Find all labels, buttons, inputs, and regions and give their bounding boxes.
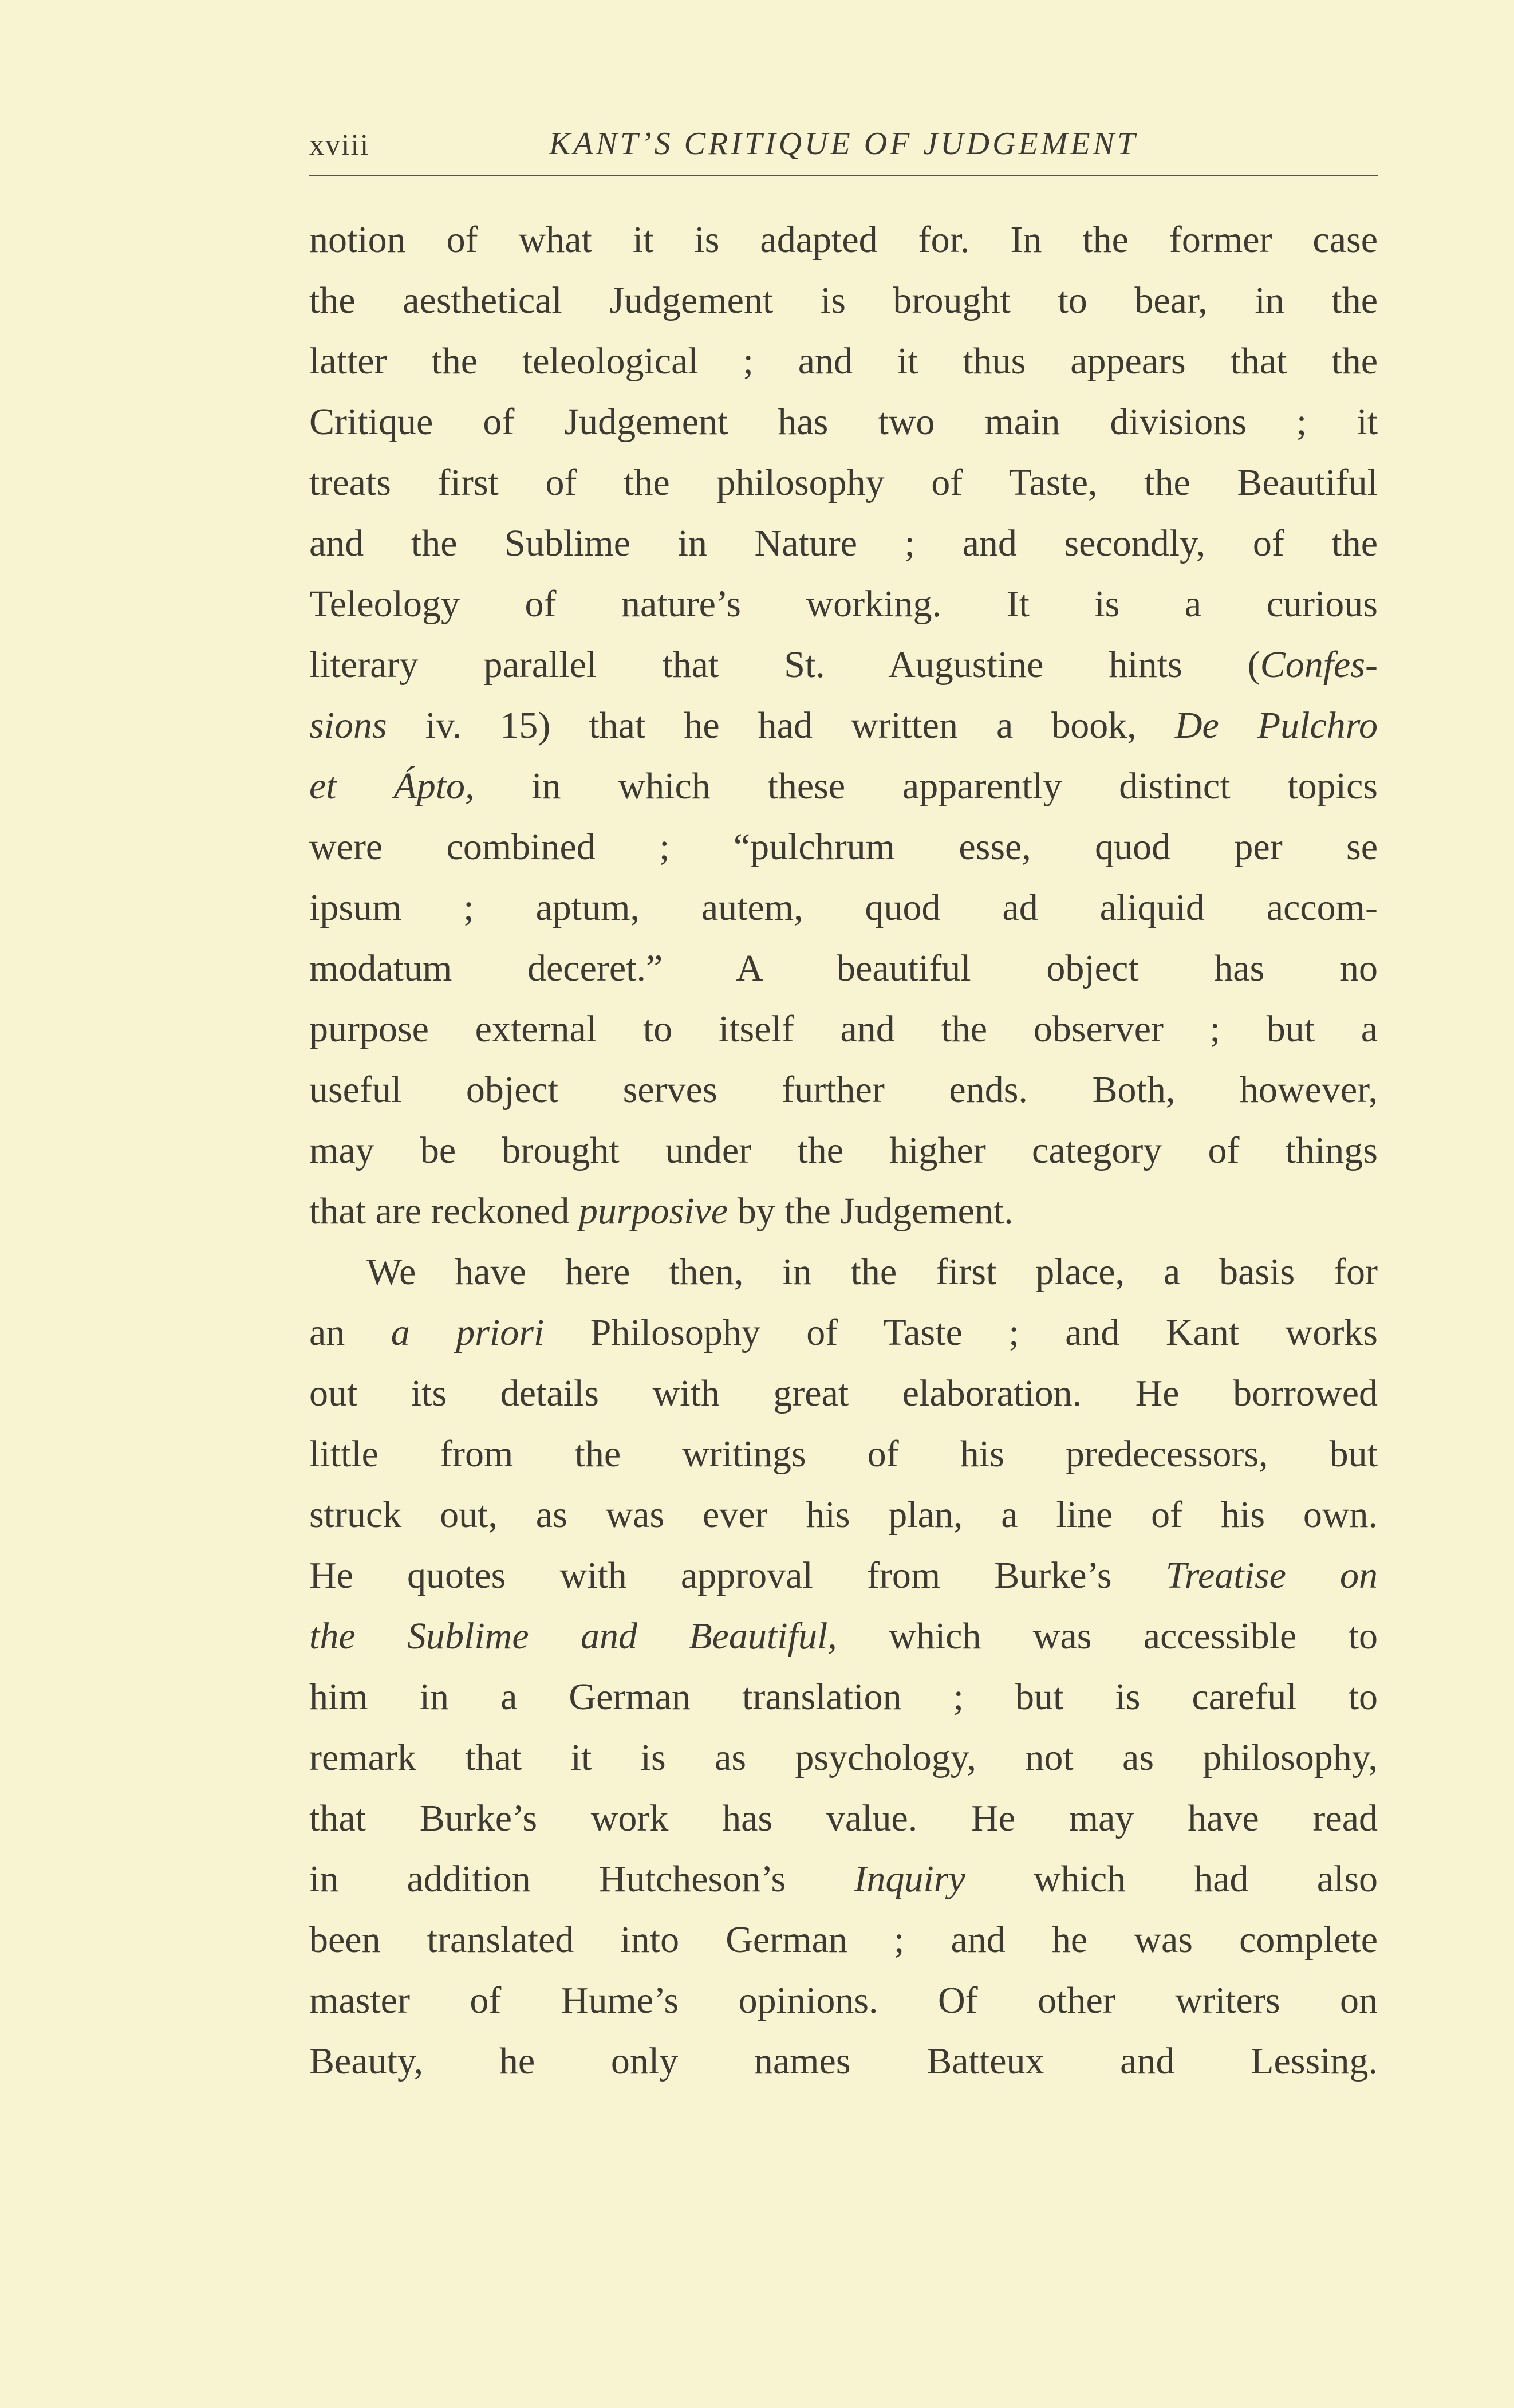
text-segment: Teleology of nature’s working. It is a curious xyxy=(309,583,1378,625)
text-segment: which was accessible to xyxy=(837,1615,1378,1657)
italic-text-segment: a priori xyxy=(391,1312,545,1353)
text-segment: by the Judgement. xyxy=(728,1190,1014,1232)
text-line xyxy=(309,1970,1378,2031)
text-segment: notion of what it is adapted for. In the former case xyxy=(309,219,1378,261)
italic-text-segment: purposive xyxy=(578,1190,728,1232)
text-segment: in which these apparently distinct topics xyxy=(474,765,1378,807)
text-line xyxy=(309,1485,1378,1545)
text-segment: been translated into German ; and he was complete xyxy=(309,1919,1378,1961)
text-segment: Beauty, he only names Batteux and Lessing. xyxy=(309,2040,1378,2082)
text-segment: little from the writings of his predecessors, but xyxy=(309,1433,1378,1475)
text-segment: in addition Hutcheson’s xyxy=(309,1858,854,1900)
text-segment: struck out, as was ever his plan, a line of his own. xyxy=(309,1494,1378,1536)
text-line xyxy=(309,756,1378,817)
text-line xyxy=(309,270,1378,331)
text-line xyxy=(309,635,1378,695)
text-line xyxy=(309,878,1378,938)
text-segment: master of Hume’s opinions. Of other writers on xyxy=(309,1980,1378,2021)
page-header xyxy=(309,117,1378,162)
text-segment: remark that it is as psychology, not as philosophy, xyxy=(309,1737,1378,1779)
text-line xyxy=(309,574,1378,635)
text-line xyxy=(309,1424,1378,1485)
text-line xyxy=(309,513,1378,574)
text-segment: the aesthetical Judgement is brought to bear, in the xyxy=(309,280,1378,321)
text-line xyxy=(309,392,1378,453)
text-segment: ipsum ; aptum, autem, quod ad aliquid accom- xyxy=(309,887,1378,928)
text-segment: were combined ; “pulchrum esse, quod per se xyxy=(309,826,1378,868)
header-rule xyxy=(309,175,1378,176)
text-segment: which had also xyxy=(965,1858,1378,1900)
text-segment: treats first of the philosophy of Taste, the Beautiful xyxy=(309,462,1378,503)
italic-text-segment: et Ápto, xyxy=(309,765,475,807)
text-segment: useful object serves further ends. Both, however, xyxy=(309,1069,1378,1111)
text-line xyxy=(309,1910,1378,1970)
text-segment: modatum deceret.” A beautiful object has no xyxy=(309,947,1378,989)
text-segment: iv. 15) that he had written a book, xyxy=(387,705,1175,746)
text-segment: may be brought under the higher category of things xyxy=(309,1130,1378,1171)
text-line xyxy=(309,331,1378,392)
text-line xyxy=(309,1242,1378,1303)
text-line xyxy=(309,817,1378,878)
italic-text-segment: Confes- xyxy=(1260,644,1378,686)
text-segment: him in a German translation ; but is careful to xyxy=(309,1676,1378,1718)
text-line xyxy=(309,1849,1378,1910)
text-segment: He quotes with approval from Burke’s xyxy=(309,1555,1166,1596)
text-segment: purpose external to itself and the observer ; but a xyxy=(309,1008,1378,1050)
text-line xyxy=(309,1606,1378,1667)
text-line xyxy=(309,2031,1378,2092)
text-line xyxy=(309,695,1378,756)
text-segment: that are reckoned xyxy=(309,1190,579,1232)
text-line xyxy=(309,453,1378,513)
text-line xyxy=(309,1667,1378,1728)
running-title: KANT’S CRITIQUE OF JUDGEMENT xyxy=(549,126,1138,162)
text-segment: that Burke’s work has value. He may have read xyxy=(309,1797,1378,1839)
italic-text-segment: Treatise on xyxy=(1165,1555,1378,1596)
text-line xyxy=(309,1788,1378,1849)
page-number: xviii xyxy=(309,129,370,162)
text-line xyxy=(309,1303,1378,1363)
text-segment: latter the teleological ; and it thus appears that the xyxy=(309,340,1378,382)
text-line xyxy=(309,1181,1378,1242)
text-segment: We have here then, in the first place, a basis for xyxy=(366,1251,1378,1293)
text-line xyxy=(309,1363,1378,1424)
text-line xyxy=(309,1120,1378,1181)
text-segment: and the Sublime in Nature ; and secondly, of the xyxy=(309,522,1378,564)
text-segment: Philosophy of Taste ; and Kant works xyxy=(544,1312,1378,1353)
text-line xyxy=(309,999,1378,1060)
text-line xyxy=(309,1728,1378,1788)
body-text xyxy=(309,210,1378,2092)
text-segment: literary parallel that St. Augustine hints ( xyxy=(309,644,1260,686)
text-line xyxy=(309,210,1378,270)
text-line xyxy=(309,1545,1378,1606)
italic-text-segment: sions xyxy=(309,705,387,746)
italic-text-segment: De Pulchro xyxy=(1174,705,1378,746)
text-segment: Critique of Judgement has two main divisions ; it xyxy=(309,401,1378,443)
text-segment: an xyxy=(309,1312,391,1353)
italic-text-segment: Inquiry xyxy=(854,1858,965,1900)
text-line xyxy=(309,938,1378,999)
text-line xyxy=(309,1060,1378,1120)
text-segment: out its details with great elaboration. He borrowed xyxy=(309,1372,1378,1414)
italic-text-segment: the Sublime and Beautiful, xyxy=(309,1615,837,1657)
